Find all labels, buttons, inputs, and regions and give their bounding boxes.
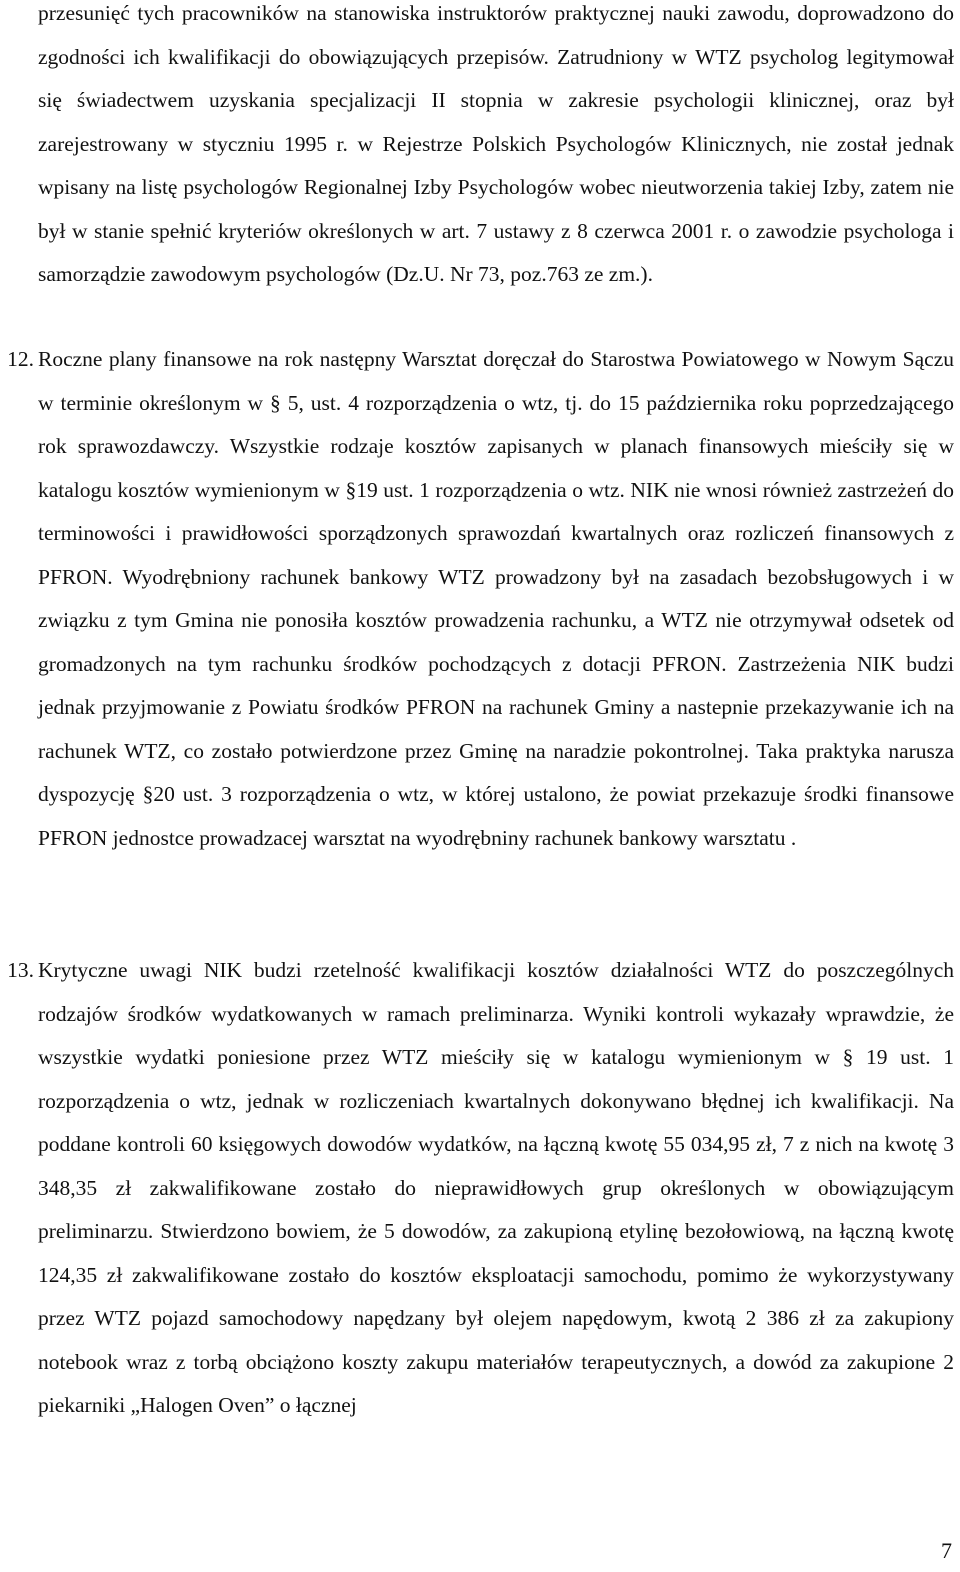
numbered-item-13 — [7, 949, 954, 1428]
paragraph-text: przesunięć tych pracowników na stanowiska instruktorów praktycznej nauki zawodu, doprowadzono do zgodności ich kwalifikacji do obowiązujących przepisów. Zatrudniony w WTZ psycholog legitymował się świadectwem uzyskania specjalizacji II stopnia w zakresie psychologii klinicznej, oraz był zarejestrowany w styczniu 1995 r. w Rejestrze Polskich Psychologów Klinicznych, nie został jednak wpisany na listę psychologów Regionalnej Izby Psychologów wobec nieutworzenia takiej Izby, zatem nie był w stanie spełnić kryteriów określonych w art. 7 ustawy z 8 czerwca 2001 r. o zawodzie psychologa i samorządzie zawodowym psychologów (Dz.U. Nr 73, poz.763 ze zm.). — [38, 1, 954, 286]
item-number: 13. — [7, 958, 34, 982]
item-number: 12. — [7, 347, 34, 371]
page-number: 7 — [941, 1538, 952, 1563]
item-text: Roczne plany finansowe na rok następny Warsztat doręczał do Starostwa Powiatowego w Nowym Sączu w terminie określonym w § 5, ust. 4 rozporządzenia o wtz, tj. do 15 października roku poprzedzającego rok sprawozdawczy. Wszystkie rodzaje kosztów zapisanych w planach finansowych mieściły się w katalogu kosztów wymienionym w §19 ust. 1 rozporządzenia o wtz. NIK nie wnosi również zastrzeżeń do terminowości i prawidłowości sporządzonych sprawozdań kwartalnych oraz rozliczeń finansowych z PFRON. Wyodrębniony rachunek bankowy WTZ prowadzony był na zasadach bezobsługowych i w związku z tym Gmina nie ponosiła kosztów prowadzenia rachunku, a WTZ nie otrzymywał odsetek od gromadzonych na tym rachunku środków pochodzących z dotacji PFRON. Zastrzeżenia NIK budzi jednak przyjmowanie z Powiatu środków PFRON na rachunek Gminy a nastepnie przekazywanie ich na rachunek WTZ, co zostało potwierdzone przez Gminę na naradzie pokontrolnej. Taka praktyka narusza dyspozycję §20 ust. 3 rozporządzenia o wtz, w której ustalono, że powiat przekazuje środki finansowe PFRON jednostce prowadzacej warsztat na wyodrębniny rachunek bankowy warsztatu . — [38, 347, 954, 850]
numbered-item-12 — [7, 338, 954, 860]
paragraph-continuation — [38, 0, 954, 297]
item-text: Krytyczne uwagi NIK budzi rzetelność kwalifikacji kosztów działalności WTZ do poszczególnych rodzajów środków wydatkowanych w ramach preliminarza. Wyniki kontroli wykazały wprawdzie, że wszystkie wydatki poniesione przez WTZ mieściły się w katalogu wymienionym w § 19 ust. 1 rozporządzenia o wtz, jednak w rozliczeniach kwartalnych dokonywano błędnej ich kwalifikacji. Na poddane kontroli 60 księgowych dowodów wydatków, na łączną kwotę 55 034,95 zł, 7 z nich na kwotę 3 348,35 zł zakwalifikowane zostało do nieprawidłowych grup określonych w obowiązującym preliminarzu. Stwierdzono bowiem, że 5 dowodów, za zakupioną etylinę bezołowiową, na łączną kwotę 124,35 zł zakwalifikowane zostało do kosztów eksploatacji samochodu, pomimo że wykorzystywany przez WTZ pojazd samochodowy napędzany był olejem napędowym, kwotą 2 386 zł za zakupiony notebook wraz z torbą obciążono koszty zakupu materiałów terapeutycznych, a dowód za zakupione 2 piekarniki „Halogen Oven” o łącznej — [38, 958, 954, 1417]
